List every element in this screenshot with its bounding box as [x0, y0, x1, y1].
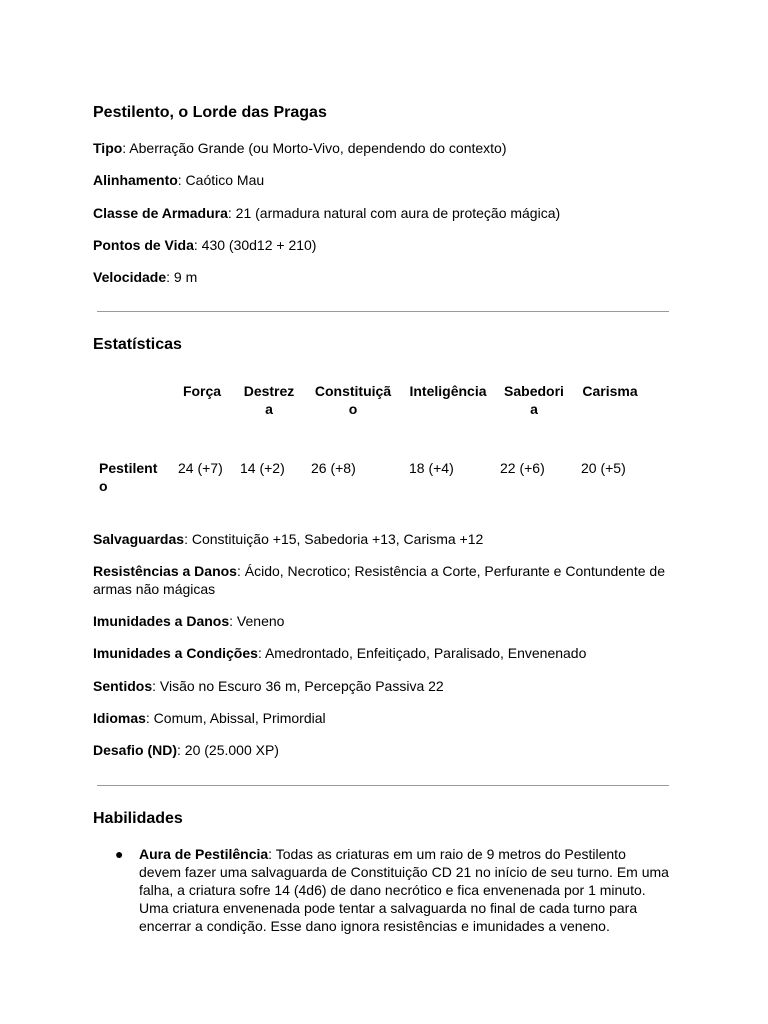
stat-row-label: Pestilent o — [99, 460, 158, 494]
stat-header-constituicao: Constituiçã o — [314, 383, 392, 417]
prop-classe-armadura — [93, 204, 560, 222]
detail-imunidades-danos — [93, 612, 284, 630]
detail-resistencias — [93, 562, 673, 598]
prop-value: : 21 (armadura natural com aura de proteção mágica) — [227, 205, 561, 221]
prop-label: Velocidade — [93, 269, 167, 285]
detail-label: Resistências a Danos — [93, 563, 237, 579]
stat-header-carisma: Carisma — [582, 383, 638, 399]
stat-header-destreza: Destrez a — [243, 383, 295, 417]
stat-header-sabedoria: Sabedori a — [504, 383, 564, 417]
bullet-icon: ● — [115, 846, 124, 862]
detail-value: : Visão no Escuro 36 m, Percepção Passiva 22 — [152, 678, 444, 694]
prop-label: Pontos de Vida — [93, 237, 194, 253]
detail-salvaguardas — [93, 530, 483, 548]
horizontal-rule — [97, 785, 669, 786]
stat-value-constituicao: 26 (+8) — [311, 460, 356, 476]
prop-label: Tipo — [93, 140, 123, 156]
detail-label: Sentidos — [93, 678, 153, 694]
prop-velocidade — [93, 268, 197, 286]
detail-label: Desafio (ND) — [93, 742, 178, 758]
section-heading-abilities: Habilidades — [93, 810, 183, 827]
prop-label: Alinhamento — [93, 172, 178, 188]
monster-title: Pestilento, o Lorde das Pragas — [93, 104, 327, 121]
stat-value-destreza: 14 (+2) — [240, 460, 285, 476]
detail-sentidos — [93, 677, 444, 695]
ability-name: Aura de Pestilência — [139, 846, 269, 862]
prop-label: Classe de Armadura — [93, 205, 228, 221]
detail-label: Imunidades a Danos — [93, 613, 230, 629]
prop-value: : Aberração Grande (ou Morto-Vivo, dependendo do contexto) — [122, 140, 507, 156]
ability-item — [139, 845, 669, 935]
detail-imunidades-condicoes — [93, 644, 586, 662]
horizontal-rule — [97, 311, 669, 312]
detail-value: : Constituição +15, Sabedoria +13, Carisma +12 — [184, 531, 484, 547]
ability-text: : Todas as criaturas em um raio de 9 metros do Pestilento devem fazer uma salvaguarda de Constituição CD 21 no início de seu turno. Em uma falha, a criatura sofre 14 (4d6) de dano necrótico e fica envenenada por 1 minuto. Uma criatura envenenada pode tentar a salvaguarda no final de cada turno para encerrar a condição. Esse dano ignora resistências e imunidades a veneno. — [139, 846, 669, 934]
detail-idiomas — [93, 709, 326, 727]
detail-value: : Veneno — [229, 613, 285, 629]
stat-header-inteligencia: Inteligência — [409, 383, 487, 399]
stat-value-inteligencia: 18 (+4) — [409, 460, 454, 476]
detail-value: : 20 (25.000 XP) — [177, 742, 279, 758]
prop-value: : 9 m — [166, 269, 198, 285]
detail-value: : Comum, Abissal, Primordial — [145, 710, 326, 726]
prop-pontos-vida — [93, 236, 316, 254]
detail-desafio — [93, 741, 279, 759]
detail-value: : Amedrontado, Enfeitiçado, Paralisado, Envenenado — [257, 645, 587, 661]
prop-value: : 430 (30d12 + 210) — [193, 237, 317, 253]
stat-header-forca: Força — [182, 383, 222, 399]
detail-label: Salvaguardas — [93, 531, 185, 547]
prop-value: : Caótico Mau — [177, 172, 265, 188]
detail-value: : Ácido, Necrotico; Resistência a Corte, Perfurante e Contundente de armas não mágicas — [93, 563, 665, 597]
stat-value-sabedoria: 22 (+6) — [500, 460, 545, 476]
stat-value-forca: 24 (+7) — [178, 460, 223, 476]
detail-label: Idiomas — [93, 710, 146, 726]
prop-alinhamento — [93, 171, 264, 189]
section-heading-stats: Estatísticas — [93, 336, 182, 353]
prop-tipo — [93, 139, 507, 157]
stat-value-carisma: 20 (+5) — [581, 460, 626, 476]
detail-label: Imunidades a Condições — [93, 645, 258, 661]
